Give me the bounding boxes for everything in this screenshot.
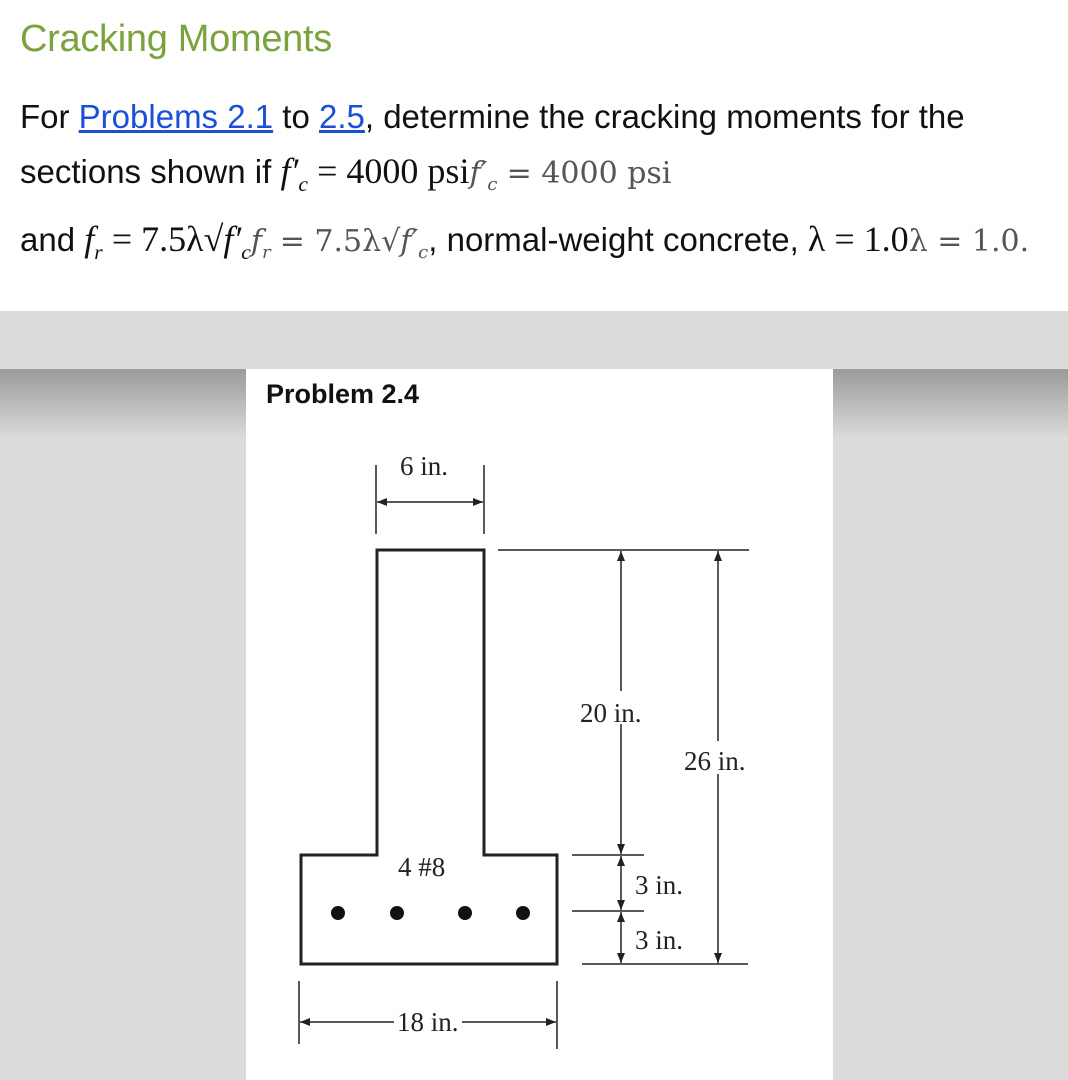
lower-flange-label: 3 in. [635,925,684,955]
rebar-3 [458,906,472,920]
main-text: , determine the cracking moments for the sections shown if [20,98,965,190]
for-text: For [20,98,70,135]
lambda-alt-equation: λ = 1.0. [908,224,1030,259]
fr-sqrt: $√f'_c$ [203,219,251,265]
figure-panel [246,369,833,1080]
fc-alt-equation: = 4000 psi [506,156,672,191]
figure-title: Problem 2.4 [266,379,420,409]
web-width-label: 6 in. [400,451,449,481]
total-depth-label: 26 in. [684,746,746,776]
problem-2-5-link[interactable]: 2.5 [318,98,365,135]
section-outline [301,550,557,964]
lambda-equation: λ = 1.0 [807,219,909,259]
rebar-label: 4 #8 [398,852,446,882]
normal-weight-text: , normal-weight concrete, [428,221,799,258]
fc-alt-symbol: $f'_c$ [469,156,498,195]
page-title: Cracking Moments [20,18,332,60]
to-text: to [282,98,310,135]
t-beam-section-diagram [246,369,833,1080]
fr-alt-sqrt: $√f'_c$ [381,224,429,263]
problems-2-1-link[interactable]: Problems 2.1 [78,98,274,135]
problem-statement [20,90,1060,280]
fc-equation: = 4000 psi [317,151,470,191]
fr-symbol: $f_r$ [84,219,103,265]
fr-equation: = 7.5λ [111,219,204,259]
fc-symbol: $f'_c$ [280,151,308,197]
rebar-4 [516,906,530,920]
fr-alt-symbol: $f_r$ [250,224,271,263]
rebar-2 [390,906,404,920]
fr-alt-equation: = 7.5λ [279,224,382,259]
upper-flange-label: 3 in. [635,870,684,900]
web-depth-label: 20 in. [580,698,642,728]
and-text: and [20,221,76,258]
flange-width-label: 18 in. [397,1007,459,1037]
rebar-1 [331,906,345,920]
